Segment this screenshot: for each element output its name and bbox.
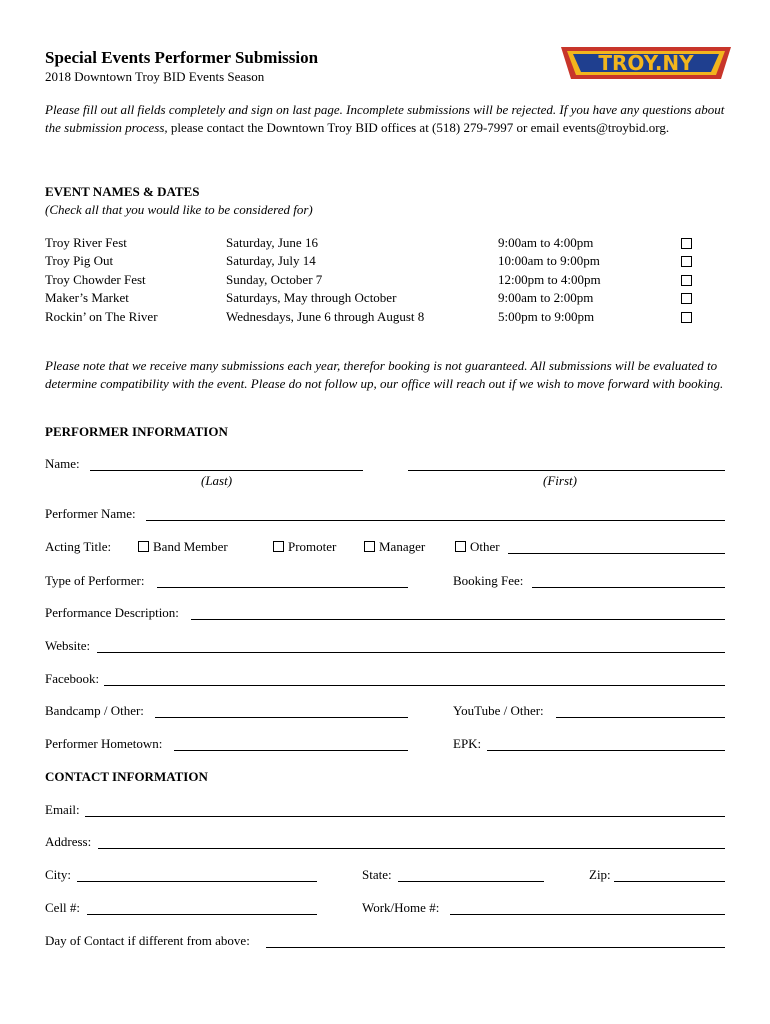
zip-label: Zip: <box>589 867 611 882</box>
acting-title-label: Acting Title: <box>45 539 112 554</box>
contact-section-title: CONTACT INFORMATION <box>45 769 208 784</box>
event-checkbox[interactable] <box>681 238 692 249</box>
type-of-performer-label: Type of Performer: <box>45 573 145 588</box>
website-label: Website: <box>45 638 91 653</box>
first-name-caption: (First) <box>543 473 577 488</box>
work-home-label: Work/Home #: <box>362 900 440 915</box>
events-section-title: EVENT NAMES & DATES <box>45 184 200 199</box>
state-label: State: <box>362 867 392 882</box>
checkbox-icon <box>455 541 466 552</box>
state-field[interactable] <box>398 881 544 882</box>
event-checkbox[interactable] <box>681 275 692 286</box>
event-time: 12:00pm to 4:00pm <box>498 272 601 287</box>
event-name: Maker’s Market <box>45 290 129 305</box>
type-of-performer-field[interactable] <box>157 587 408 588</box>
event-row <box>45 290 705 308</box>
booking-note: Please note that we receive many submissions each year, therefor booking is not guaranteed. All submissions will be evaluated to determine compatibility with the event. Please do not follow up, our office will reach out if we wish to move forward with booking. <box>45 358 724 391</box>
performer-name-label: Performer Name: <box>45 506 136 521</box>
event-checkbox[interactable] <box>681 256 692 267</box>
performer-section-title: PERFORMER INFORMATION <box>45 424 228 439</box>
event-checkbox[interactable] <box>681 293 692 304</box>
event-row <box>45 272 705 290</box>
events-instruction: (Check all that you would like to be considered for) <box>45 202 313 217</box>
bandcamp-label: Bandcamp / Other: <box>45 703 144 718</box>
day-of-contact-label: Day of Contact if different from above: <box>45 933 250 948</box>
name-label: Name: <box>45 456 80 471</box>
cell-label: Cell #: <box>45 900 81 915</box>
page-subtitle: 2018 Downtown Troy BID Events Season <box>45 69 265 84</box>
booking-fee-label: Booking Fee: <box>453 573 524 588</box>
email-field[interactable] <box>85 816 725 817</box>
event-row <box>45 309 705 327</box>
last-name-caption: (Last) <box>201 473 233 488</box>
epk-label: EPK: <box>453 736 482 751</box>
performance-description-field[interactable] <box>191 619 725 620</box>
last-name-field[interactable] <box>90 470 363 471</box>
work-home-field[interactable] <box>450 914 725 915</box>
facebook-field[interactable] <box>104 685 725 686</box>
event-checkbox[interactable] <box>681 312 692 323</box>
youtube-field[interactable] <box>556 717 725 718</box>
website-field[interactable] <box>97 652 725 653</box>
checkbox-icon <box>364 541 375 552</box>
day-of-contact-field[interactable] <box>266 947 725 948</box>
email-label: Email: <box>45 802 80 817</box>
event-date: Saturday, June 16 <box>226 235 318 250</box>
address-field[interactable] <box>98 848 725 849</box>
youtube-label: YouTube / Other: <box>453 703 544 718</box>
logo-text: TROY.NY <box>598 51 694 75</box>
event-date: Saturdays, May through October <box>226 290 397 305</box>
bandcamp-field[interactable] <box>155 717 408 718</box>
address-label: Address: <box>45 834 92 849</box>
checkbox-icon <box>273 541 284 552</box>
city-field[interactable] <box>77 881 317 882</box>
event-name: Troy Chowder Fest <box>45 272 146 287</box>
performance-description-label: Performance Description: <box>45 605 179 620</box>
cell-field[interactable] <box>87 914 317 915</box>
event-time: 9:00am to 4:00pm <box>498 235 594 250</box>
troy-ny-logo <box>561 45 731 81</box>
event-name: Troy Pig Out <box>45 253 114 268</box>
event-row <box>45 235 705 253</box>
acting-option-manager[interactable]: Manager <box>364 539 425 555</box>
first-name-field[interactable] <box>408 470 725 471</box>
facebook-label: Facebook: <box>45 671 100 686</box>
event-time: 10:00am to 9:00pm <box>498 253 600 268</box>
zip-field[interactable] <box>614 881 725 882</box>
booking-fee-field[interactable] <box>532 587 725 588</box>
event-name: Rockin’ on The River <box>45 309 158 324</box>
event-row <box>45 253 705 271</box>
acting-option-promoter[interactable]: Promoter <box>273 539 336 555</box>
event-name: Troy River Fest <box>45 235 127 250</box>
event-date: Wednesdays, June 6 through August 8 <box>226 309 425 324</box>
checkbox-icon <box>138 541 149 552</box>
epk-field[interactable] <box>487 750 725 751</box>
acting-option-band-member[interactable]: Band Member <box>138 539 228 555</box>
event-time: 9:00am to 2:00pm <box>498 290 594 305</box>
event-time: 5:00pm to 9:00pm <box>498 309 595 324</box>
performer-name-field[interactable] <box>146 520 725 521</box>
page-title: Special Events Performer Submission <box>45 48 319 67</box>
acting-other-field[interactable] <box>508 553 725 554</box>
intro-paragraph: Please fill out all fields completely and sign on last page. Incomplete submissions will be rejected. If you have any questions about the submission process, please contact the Downtown Troy BID offices at (518) 279-7997 or email events@troybid.org. <box>45 102 725 135</box>
city-label: City: <box>45 867 72 882</box>
acting-option-other[interactable]: Other <box>455 539 500 555</box>
performer-hometown-label: Performer Hometown: <box>45 736 163 751</box>
event-date: Sunday, October 7 <box>226 272 323 287</box>
performer-hometown-field[interactable] <box>174 750 408 751</box>
event-date: Saturday, July 14 <box>226 253 316 268</box>
